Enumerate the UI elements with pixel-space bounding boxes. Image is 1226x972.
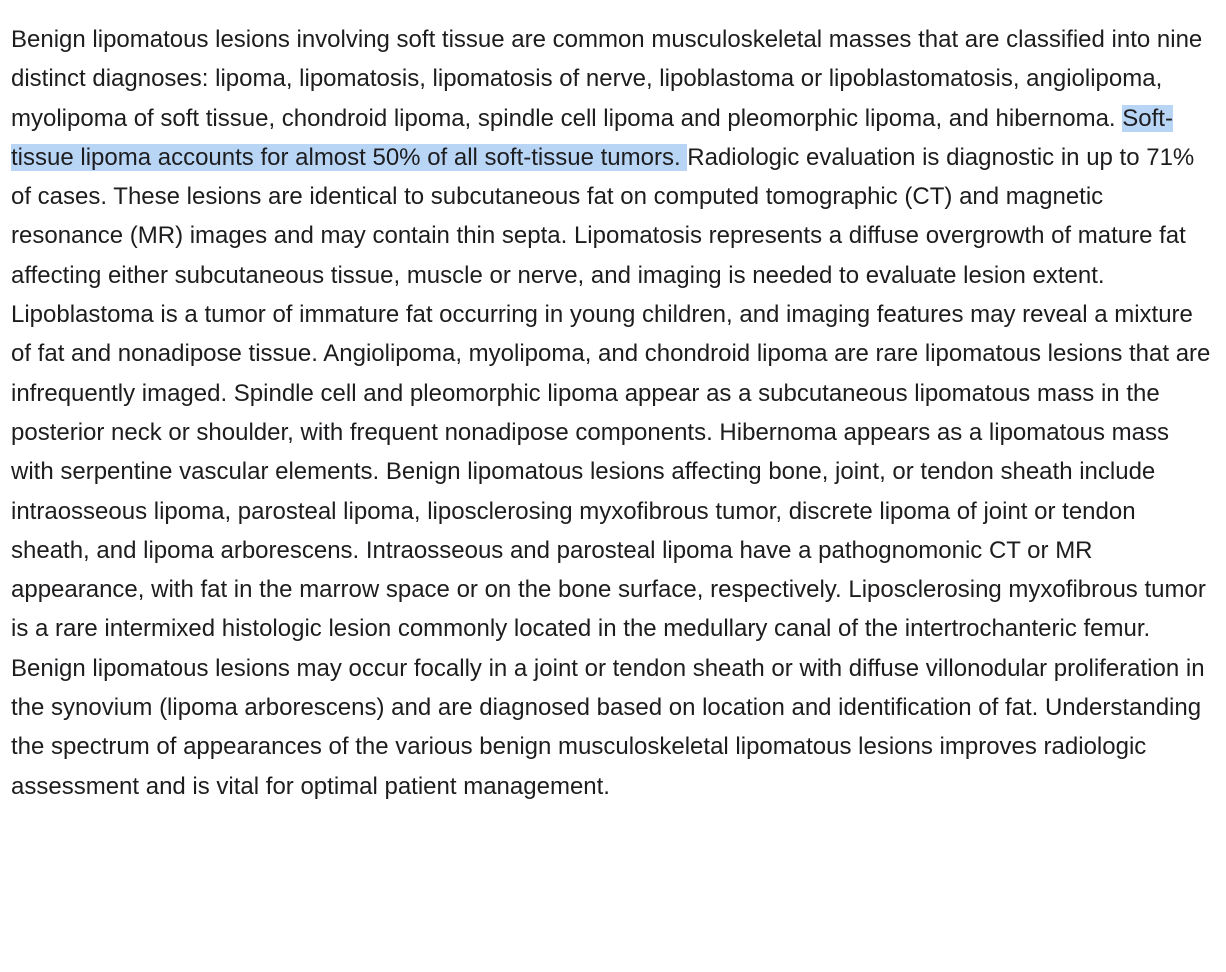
abstract-paragraph[interactable] <box>11 20 1211 806</box>
text-after-selection[interactable]: Radiologic evaluation is diagnostic in up to 71% of cases. These lesions are identical to subcutaneous fat on computed tomographic (CT) and magnetic resonance (MR) images and may contain thin septa. Lipomatosis represents a diffuse overgrowth of mature fat affecting either subcutaneous tissue, muscle or nerve, and imaging is needed to evaluate lesion extent. Lipoblastoma is a tumor of immature fat occurring in young children, and imaging features may reveal a mixture of fat and nonadipose tissue. Angiolipoma, myolipoma, and chondroid lipoma are rare lipomatous lesions that are infrequently imaged. Spindle cell and pleomorphic lipoma appear as a subcutaneous lipomatous mass in the posterior neck or shoulder, with frequent nonadipose components. Hibernoma appears as a lipomatous mass with serpentine vascular elements. Benign lipomatous lesions affecting bone, joint, or tendon sheath include intraosseous lipoma, parosteal lipoma, liposclerosing myxofibrous tumor, discrete lipoma of joint or tendon sheath, and lipoma arborescens. Intraosseous and parosteal lipoma have a pathognomonic CT or MR appearance, with fat in the marrow space or on the bone surface, respectively. Liposclerosing myxofibrous tumor is a rare intermixed histologic lesion commonly located in the medullary canal of the intertrochanteric femur. Benign lipomatous lesions may occur focally in a joint or tendon sheath or with diffuse villonodular proliferation in the synovium (lipoma arborescens) and are diagnosed based on location and identification of fat. Understanding the spectrum of appearances of the various benign musculoskeletal lipomatous lesions improves radiologic assessment and is vital for optimal patient management. <box>11 143 1211 800</box>
selected-text-highlight[interactable]: Soft-tissue lipoma accounts for almost 50% of all soft-tissue tumors. <box>11 104 1173 171</box>
text-before-selection[interactable]: Benign lipomatous lesions involving soft tissue are common musculoskeletal masses that are classified into nine distinct diagnoses: lipoma, lipomatosis, lipomatosis of nerve, lipoblastoma or lipoblastomatosis, angiolipoma, myolipoma of soft tissue, chondroid lipoma, spindle cell lipoma and pleomorphic lipoma, and hibernoma. <box>11 26 1203 132</box>
